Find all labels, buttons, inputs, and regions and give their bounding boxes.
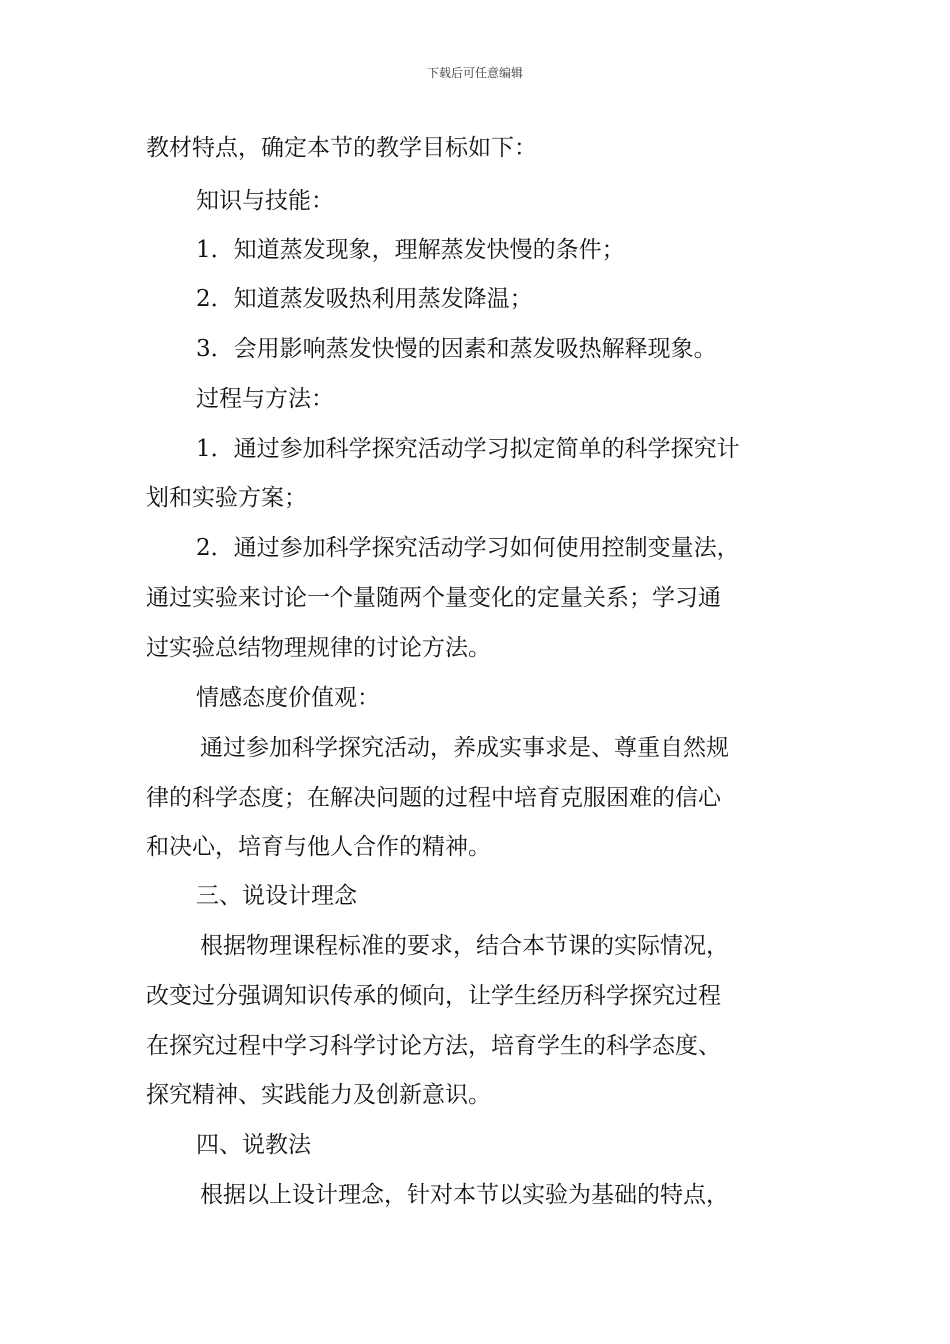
section-heading: 情感态度价值观：	[196, 685, 380, 711]
text-line: 过实验总结物理规律的讨论方法。	[146, 635, 491, 661]
text-line: 教材特点，确定本节的教学目标如下：	[146, 135, 537, 161]
text-line: 律的科学态度；在解决问题的过程中培育克服困难的信心	[146, 785, 721, 811]
text-line: 在探究过程中学习科学讨论方法，培育学生的科学态度、	[146, 1033, 721, 1059]
list-item: 1．通过参加科学探究活动学习拟定简单的科学探究计	[196, 436, 740, 462]
text-line: 改变过分强调知识传承的倾向，让学生经历科学探究过程	[146, 983, 721, 1009]
paragraph-start: 通过参加科学探究活动，养成实事求是、尊重自然规	[200, 735, 729, 761]
list-item: 2．知道蒸发吸热利用蒸发降温；	[196, 286, 533, 312]
paragraph-start: 根据物理课程标准的要求，结合本节课的实际情况，	[200, 933, 729, 959]
text-line: 通过实验来讨论一个量随两个量变化的定量关系；学习通	[146, 585, 721, 611]
list-item: 1．知道蒸发现象，理解蒸发快慢的条件；	[196, 237, 625, 263]
text-line: 划和实验方案；	[146, 485, 307, 511]
text-line: 探究精神、实践能力及创新意识。	[146, 1082, 491, 1108]
section-heading: 三、说设计理念	[196, 883, 357, 909]
page-header-note: 下载后可任意编辑	[426, 66, 523, 80]
section-heading: 知识与技能：	[196, 188, 334, 214]
list-item: 2．通过参加科学探究活动学习如何使用控制变量法，	[196, 535, 740, 561]
text-line: 和决心，培育与他人合作的精神。	[146, 834, 491, 860]
section-heading: 过程与方法：	[196, 386, 334, 412]
paragraph-start: 根据以上设计理念，针对本节以实验为基础的特点，	[200, 1182, 729, 1208]
list-item: 3．会用影响蒸发快慢的因素和蒸发吸热解释现象。	[196, 336, 717, 362]
section-heading: 四、说教法	[196, 1132, 311, 1158]
